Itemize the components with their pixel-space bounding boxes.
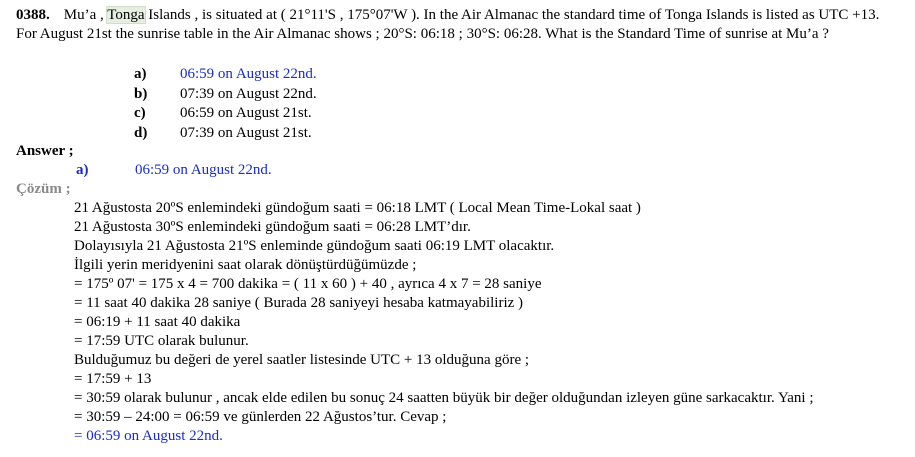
solution-line: Dolayısıyla 21 Ağustosta 21ºS enleminde gündoğum saati 06:19 LMT olacaktır. [74, 238, 555, 254]
highlighted-word: Tonga [107, 7, 145, 23]
option-text: 07:39 on August 22nd. [180, 85, 317, 102]
solution-heading: Çözüm ; [16, 181, 71, 197]
answer-heading: Answer ; [16, 143, 74, 159]
option-text: 06:59 on August 21st. [180, 105, 312, 121]
solution-line: = 30:59 olarak bulunur , ancak elde edilen bu sonuç 24 saatten büyük bir değer olduğundan izleyen güne sarkacaktır. Yani ; [74, 390, 814, 406]
question-block [16, 6, 902, 44]
solution-line: = 30:59 – 24:00 = 06:59 ve günlerden 22 Ağustos’tur. Cevap ; [74, 409, 447, 425]
option-text: 07:39 on August 21st. [180, 124, 312, 141]
option-a[interactable] [134, 65, 317, 85]
question-text-start: Mu’a , [63, 7, 108, 23]
answer-text: 06:59 on August 22nd. [135, 162, 272, 178]
option-b[interactable] [134, 85, 317, 105]
answer-letter: a) [76, 162, 89, 178]
solution-line: = 175º 07' = 175 x 4 = 700 dakika = ( 11 x 60 ) + 40 , ayrıca 4 x 7 = 28 saniye [74, 276, 542, 292]
answer-line [76, 161, 272, 180]
solution-line: 21 Ağustosta 30ºS enlemindeki gündoğum saati = 06:28 LMT’dır. [74, 219, 471, 235]
question-text-rest: Islands , is situated at ( 21°11'S , 175°07'W ). In the Air Almanac the standard time of Tonga Islands is listed as UTC +13. For August 21st the sunrise table in the Air Almanac shows ; 20°S: 06:18 ; 30°S: 06:28. What is the Standard Time of sunrise at Mu’a ? [16, 7, 880, 42]
option-letter: c) [134, 105, 146, 121]
solution-line: = 17:59 + 13 [74, 371, 152, 387]
option-letter: d) [134, 124, 148, 141]
solution-line: 21 Ağustosta 20ºS enlemindeki gündoğum saati = 06:18 LMT ( Local Mean Time-Lokal saat ) [74, 200, 641, 216]
options-list [134, 65, 317, 143]
option-text: 06:59 on August 22nd. [180, 66, 317, 82]
solution-line: İlgili yerin meridyenini saat olarak dönüştürdüğümüzde ; [74, 257, 417, 273]
solution-line: = 06:19 + 11 saat 40 dakika [74, 314, 241, 330]
option-letter: b) [134, 85, 148, 102]
solution-block [74, 199, 814, 446]
question-number: 0388. [16, 7, 50, 23]
solution-line: = 17:59 UTC olarak bulunur. [74, 333, 249, 349]
solution-final-answer: = 06:59 on August 22nd. [74, 428, 223, 444]
solution-line: = 11 saat 40 dakika 28 saniye ( Burada 28 saniyeyi hesaba katmayabiliriz ) [74, 295, 524, 311]
option-letter: a) [134, 66, 147, 82]
solution-line: Bulduğumuz bu değeri de yerel saatler listesinde UTC + 13 olduğuna göre ; [74, 352, 530, 368]
option-c[interactable] [134, 104, 317, 124]
option-d[interactable] [134, 124, 317, 144]
